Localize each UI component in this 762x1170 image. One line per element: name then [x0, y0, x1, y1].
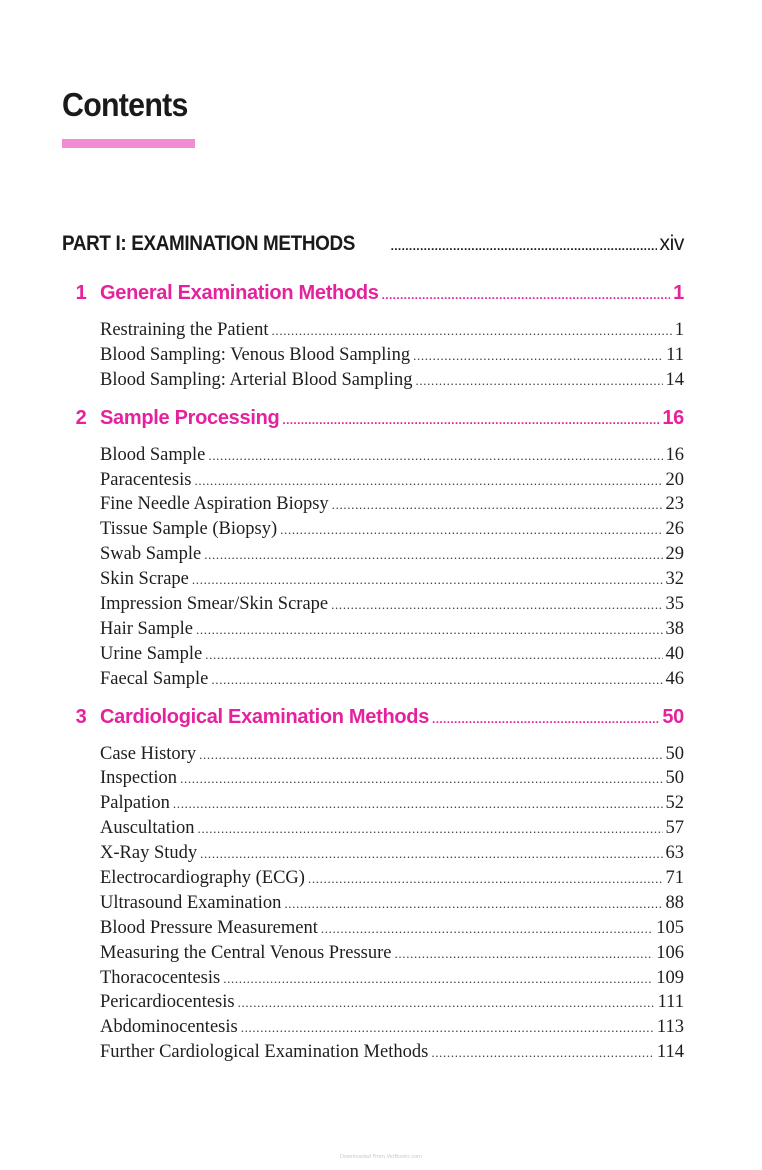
entry-page-number: 111: [657, 992, 684, 1013]
entry-title: Blood Sample: [100, 444, 206, 465]
entry-page-number: 29: [665, 544, 684, 565]
dot-leader: [432, 712, 659, 726]
entry-title: Blood Pressure Measurement: [100, 917, 318, 938]
dot-leader: [391, 239, 657, 253]
table-of-contents: [62, 232, 684, 1067]
chapter-number: 3: [75, 705, 87, 728]
entry-title: Tissue Sample (Biopsy): [100, 519, 278, 540]
footer-watermark-note: Downloaded From VetBooks.com: [339, 1154, 423, 1160]
dot-leader: [308, 871, 663, 887]
entry-page-number: 1: [674, 320, 684, 340]
entry-title: Palpation: [100, 793, 170, 814]
toc-entry[interactable]: [100, 569, 684, 594]
toc-entry[interactable]: [100, 494, 684, 519]
dot-leader: [198, 821, 663, 837]
entry-page-number: 38: [665, 618, 684, 639]
dot-leader: [196, 622, 663, 638]
toc-entry[interactable]: [100, 943, 684, 968]
dot-leader: [272, 323, 672, 339]
chapter-heading[interactable]: [62, 282, 684, 316]
entry-title: Thoracocentesis: [100, 967, 221, 988]
entry-page-number: 23: [665, 494, 684, 515]
dot-leader: [395, 946, 654, 962]
dot-leader: [321, 921, 653, 937]
entry-page-number: 11: [666, 344, 684, 365]
chapter-page-number: 1: [673, 282, 684, 304]
toc-entry[interactable]: [100, 544, 684, 569]
title-underline-bar: [62, 139, 195, 148]
entry-page-number: 114: [656, 1042, 684, 1063]
entry-page-number: 46: [665, 668, 684, 689]
entry-title: Electrocardiography (ECG): [100, 868, 305, 889]
dot-leader: [431, 1045, 654, 1061]
chapter-page-number: 16: [662, 406, 684, 429]
toc-entry[interactable]: [100, 843, 684, 868]
toc-entry[interactable]: [100, 669, 684, 694]
part-label: PART I: EXAMINATION METHODS: [62, 232, 356, 255]
dot-leader: [415, 373, 662, 389]
toc-entry[interactable]: [100, 868, 684, 893]
chapter-heading[interactable]: [62, 706, 684, 740]
entry-page-number: 50: [665, 768, 684, 789]
entry-title: Further Cardiological Examination Methods: [100, 1042, 429, 1063]
toc-entry[interactable]: [100, 345, 684, 370]
toc-entry[interactable]: [100, 893, 684, 918]
dot-leader: [194, 473, 662, 489]
dot-leader: [180, 771, 662, 787]
page-title: Contents: [62, 86, 188, 123]
entry-title: Auscultation: [100, 818, 195, 839]
entry-title: Measuring the Central Venous Pressure: [100, 942, 392, 963]
toc-entry[interactable]: [100, 594, 684, 619]
chapter-entries: [62, 744, 684, 1068]
entry-page-number: 106: [656, 942, 684, 963]
toc-entry[interactable]: [100, 320, 684, 345]
dot-leader: [211, 672, 662, 688]
dot-leader: [332, 497, 663, 513]
entry-title: Blood Sampling: Arterial Blood Sampling: [100, 369, 413, 390]
entry-title: Skin Scrape: [100, 569, 189, 590]
dot-leader: [282, 413, 659, 427]
entry-page-number: 14: [665, 369, 684, 390]
chapter-number: 2: [75, 406, 87, 429]
dot-leader: [280, 522, 662, 538]
entry-page-number: 35: [665, 594, 684, 615]
entry-page-number: 40: [665, 643, 684, 664]
part-heading[interactable]: [62, 232, 684, 270]
chapter-number: 1: [75, 282, 87, 304]
dot-leader: [204, 547, 662, 563]
chapter-entries: [62, 320, 684, 395]
entry-page-number: 16: [665, 444, 684, 465]
dot-leader: [331, 597, 662, 613]
entry-title: Restraining the Patient: [100, 320, 269, 340]
entry-title: Paracentesis: [100, 469, 192, 490]
entry-page-number: 113: [656, 1017, 684, 1038]
entry-title: Swab Sample: [100, 544, 202, 565]
dot-leader: [238, 995, 655, 1011]
entry-title: Fine Needle Aspiration Biopsy: [100, 494, 329, 515]
dot-leader: [205, 647, 662, 663]
dot-leader: [200, 846, 662, 862]
entry-page-number: 57: [665, 818, 684, 839]
chapter-title: General Examination Methods: [100, 282, 379, 304]
entry-title: X-Ray Study: [100, 843, 198, 864]
entry-title: Case History: [100, 743, 197, 764]
entry-page-number: 109: [656, 967, 684, 988]
entry-page-number: 88: [665, 892, 684, 913]
dot-leader: [284, 896, 662, 912]
entry-page-number: 20: [665, 469, 684, 490]
toc-entry[interactable]: [100, 1017, 684, 1042]
chapter-title: Sample Processing: [100, 406, 280, 429]
toc-entry[interactable]: [100, 445, 684, 470]
dot-leader: [208, 448, 662, 464]
entry-page-number: 71: [665, 868, 684, 889]
dot-leader: [199, 747, 662, 763]
entry-title: Faecal Sample: [100, 668, 209, 689]
toc-entry[interactable]: [100, 644, 684, 669]
dot-leader: [382, 288, 671, 302]
toc-entry[interactable]: [100, 1042, 684, 1067]
toc-entry[interactable]: [100, 818, 684, 843]
entry-title: Ultrasound Examination: [100, 892, 282, 913]
dot-leader: [192, 572, 663, 588]
dot-leader: [223, 971, 653, 987]
chapter-heading[interactable]: [62, 407, 684, 441]
entry-page-number: 105: [656, 917, 684, 938]
entry-page-number: 32: [665, 569, 684, 590]
chapter-title: Cardiological Examination Methods: [100, 705, 430, 728]
entry-page-number: 52: [665, 793, 684, 814]
entry-title: Impression Smear/Skin Scrape: [100, 594, 329, 615]
chapter-entries: [62, 445, 684, 694]
toc-entry[interactable]: [100, 744, 684, 769]
toc-entry[interactable]: [100, 992, 684, 1017]
entry-title: Hair Sample: [100, 618, 193, 639]
toc-entry[interactable]: [100, 768, 684, 793]
toc-entry[interactable]: [100, 793, 684, 818]
dot-leader: [413, 348, 663, 364]
entry-page-number: 50: [665, 743, 684, 764]
entry-title: Pericardiocentesis: [100, 992, 235, 1013]
entry-page-number: 26: [665, 519, 684, 540]
part-page-number: xiv: [659, 232, 684, 255]
dot-leader: [241, 1020, 654, 1036]
toc-entry[interactable]: [100, 519, 684, 544]
toc-entry[interactable]: [100, 918, 684, 943]
toc-entry[interactable]: [100, 968, 684, 993]
dot-leader: [173, 796, 663, 812]
chapter-page-number: 50: [662, 705, 684, 728]
entry-title: Abdominocentesis: [100, 1017, 238, 1038]
entry-page-number: 63: [665, 843, 684, 864]
entry-title: Urine Sample: [100, 643, 203, 664]
toc-entry[interactable]: [100, 370, 684, 395]
entry-title: Blood Sampling: Venous Blood Sampling: [100, 344, 411, 365]
toc-entry[interactable]: [100, 619, 684, 644]
toc-entry[interactable]: [100, 470, 684, 495]
entry-title: Inspection: [100, 768, 178, 789]
